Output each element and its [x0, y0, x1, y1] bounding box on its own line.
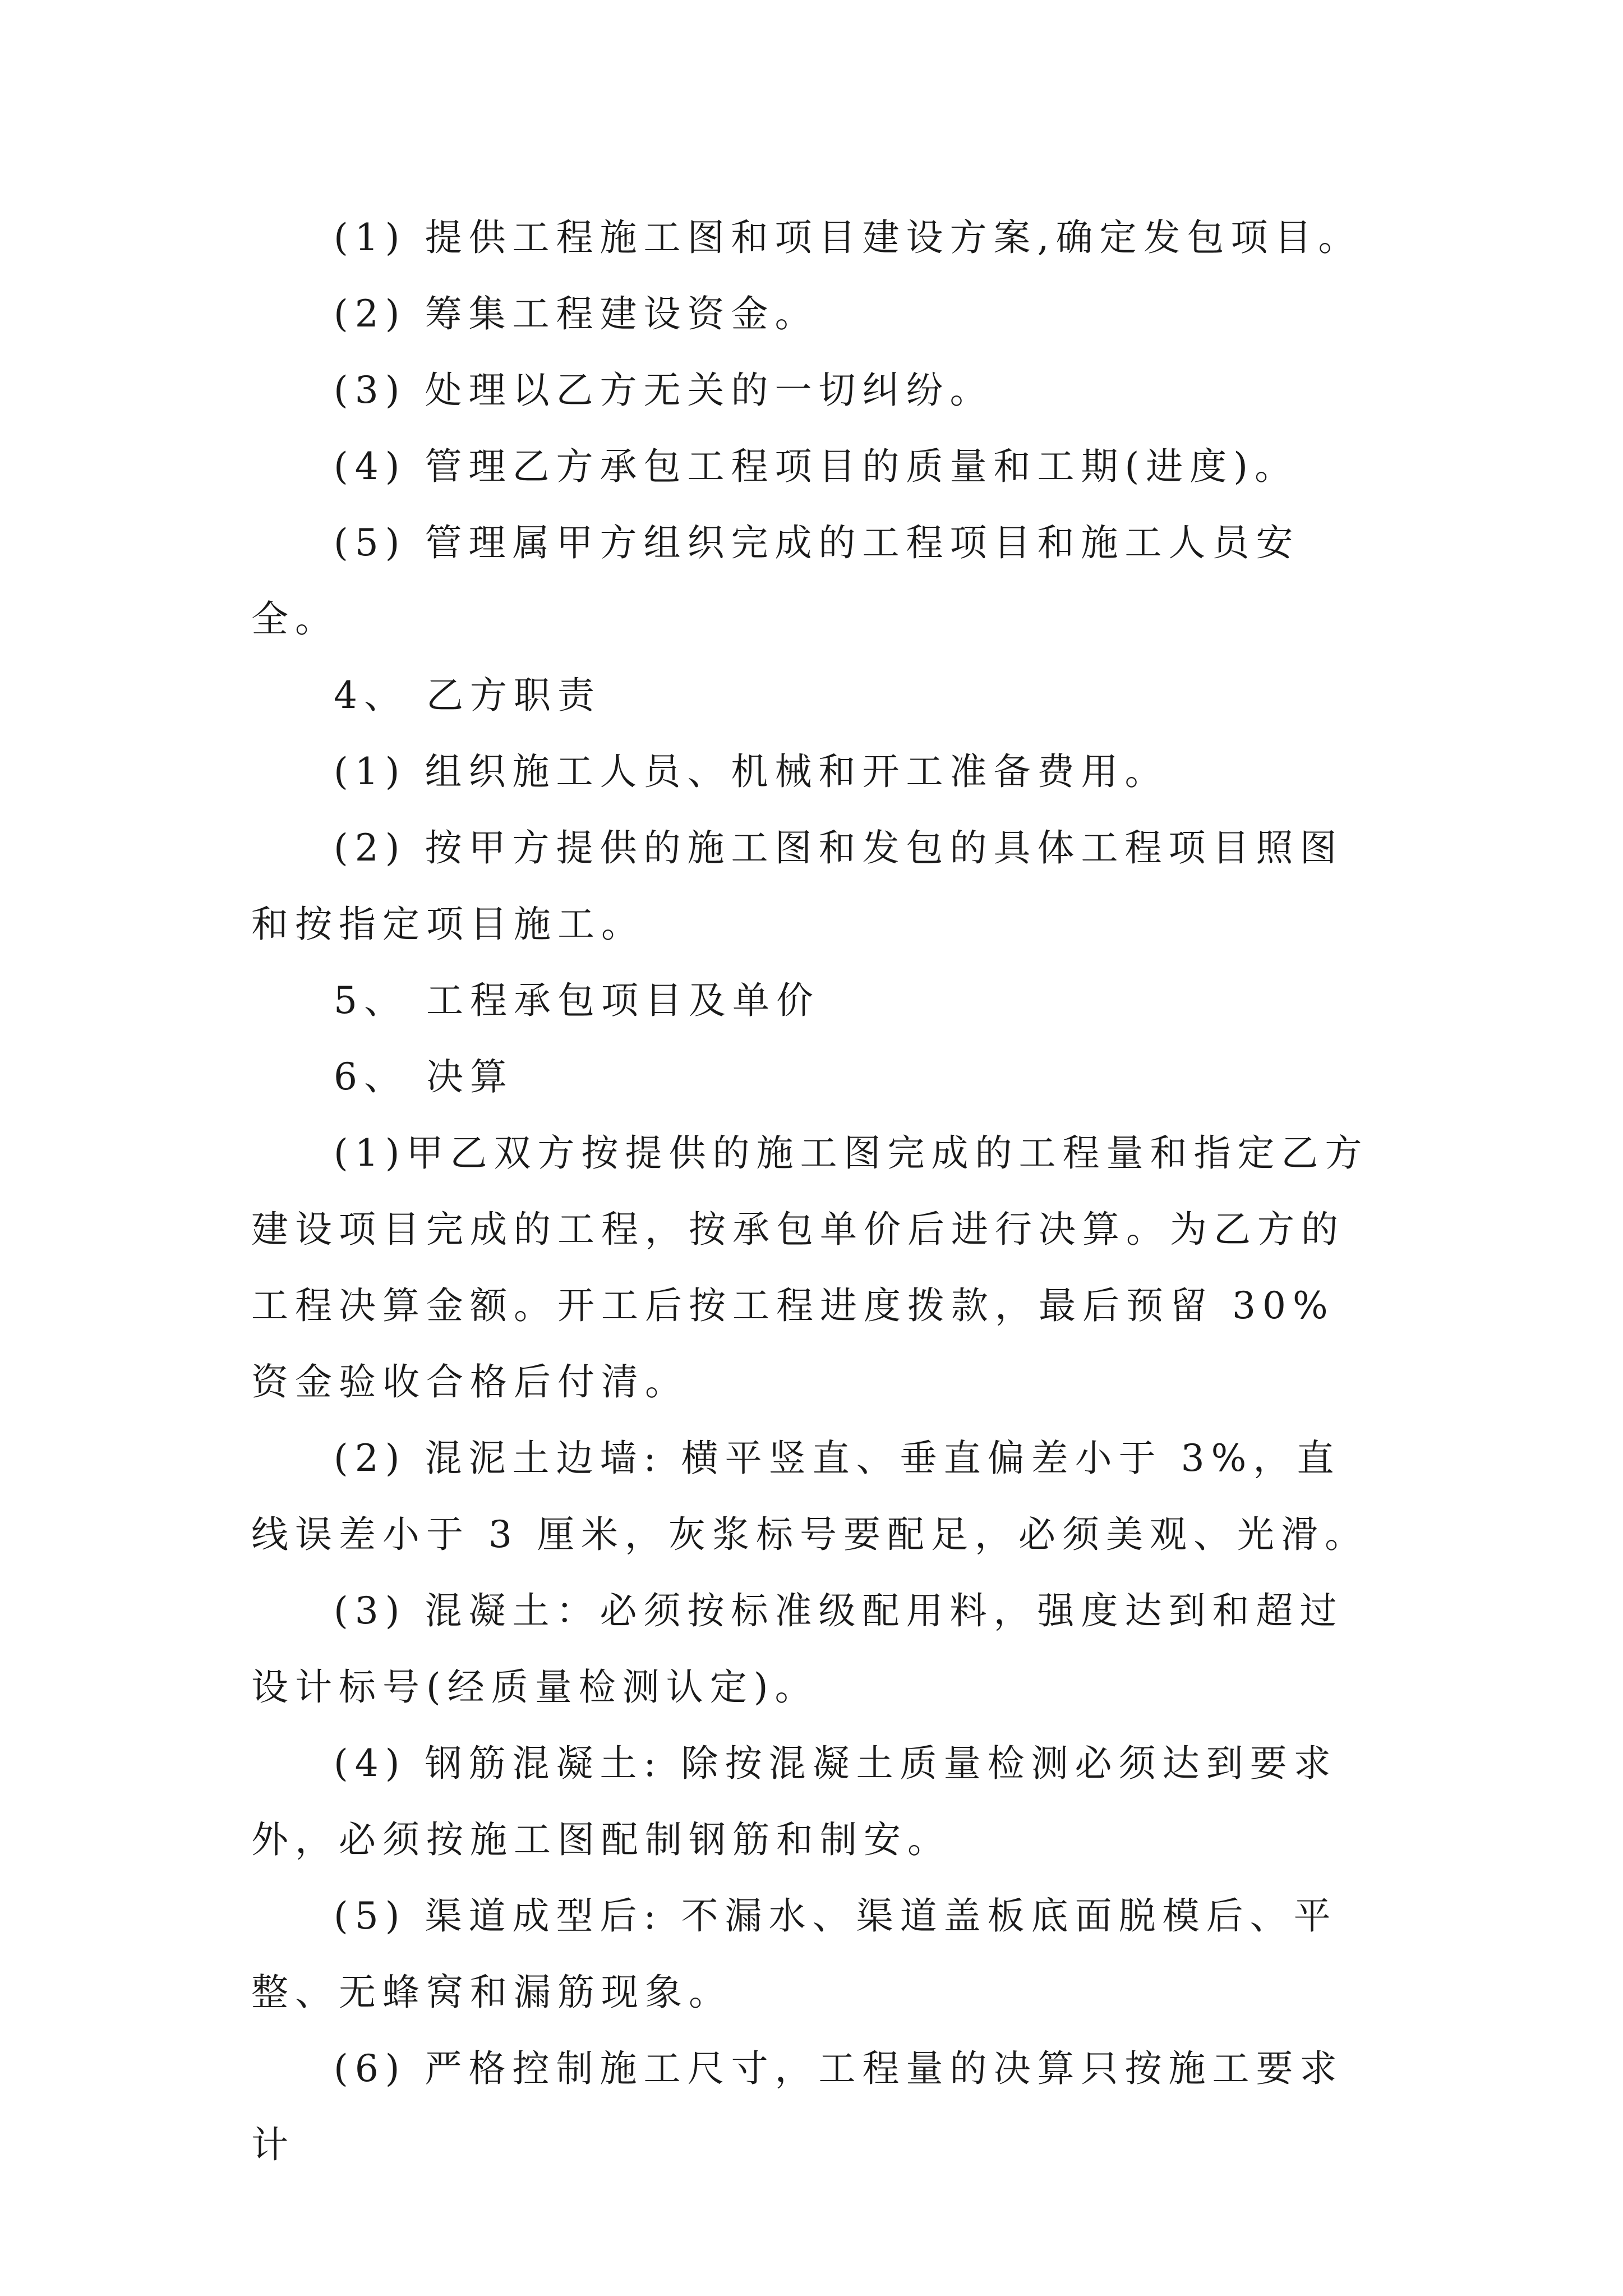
section-heading: 5、 工程承包项目及单价	[334, 979, 820, 1022]
paragraph: (5) 渠道成型后: 不漏水、渠道盖板底面脱模后、平整、无蜂窝和漏筋现象。	[251, 1894, 1338, 2014]
paragraph: (5) 管理属甲方组织完成的工程项目和施工人员安全。	[251, 521, 1300, 641]
paragraph: (4) 钢筋混凝土: 除按混凝土质量检测必须达到要求外，必须按施工图配制钢筋和制安。	[251, 1742, 1338, 1861]
section-heading: 6、 决算	[334, 1055, 514, 1098]
paragraph: (2) 筹集工程建设资金。	[334, 292, 819, 335]
paragraph: (2) 按甲方提供的施工图和发包的具体工程项目照图和按指定项目施工。	[251, 826, 1344, 946]
document-body	[251, 200, 1373, 2183]
paragraph: (1) 提供工程施工图和项目建设方案,确定发包项目。	[334, 216, 1362, 259]
paragraph: (3) 混凝土：必须按标准级配用料，强度达到和超过设计标号(经质量检测认定)。	[251, 1589, 1344, 1709]
paragraph: (2) 混泥土边墙: 横平竖直、垂直偏差小于 3%，直线误差小于 3 厘米，灰浆标号要配足，必须美观、光滑。	[251, 1437, 1368, 1556]
paragraph: (6) 严格控制施工尺寸，工程量的决算只按施工要求计	[251, 2047, 1344, 2166]
paragraph: (1)甲乙双方按提供的施工图完成的工程量和指定乙方建设项目完成的工程，按承包单价后进行决算。为乙方的工程决算金额。开工后按工程进度拨款，最后预留 30%资金验收合格后付清。	[251, 1131, 1369, 1404]
paragraph: (1) 组织施工人员、机械和开工准备费用。	[334, 750, 1169, 793]
section-heading: 4、 乙方职责	[334, 674, 601, 717]
paragraph: (3) 处理以乙方无关的一切纠纷。	[334, 369, 994, 412]
paragraph: (4) 管理乙方承包工程项目的质量和工期(进度)。	[334, 445, 1298, 488]
